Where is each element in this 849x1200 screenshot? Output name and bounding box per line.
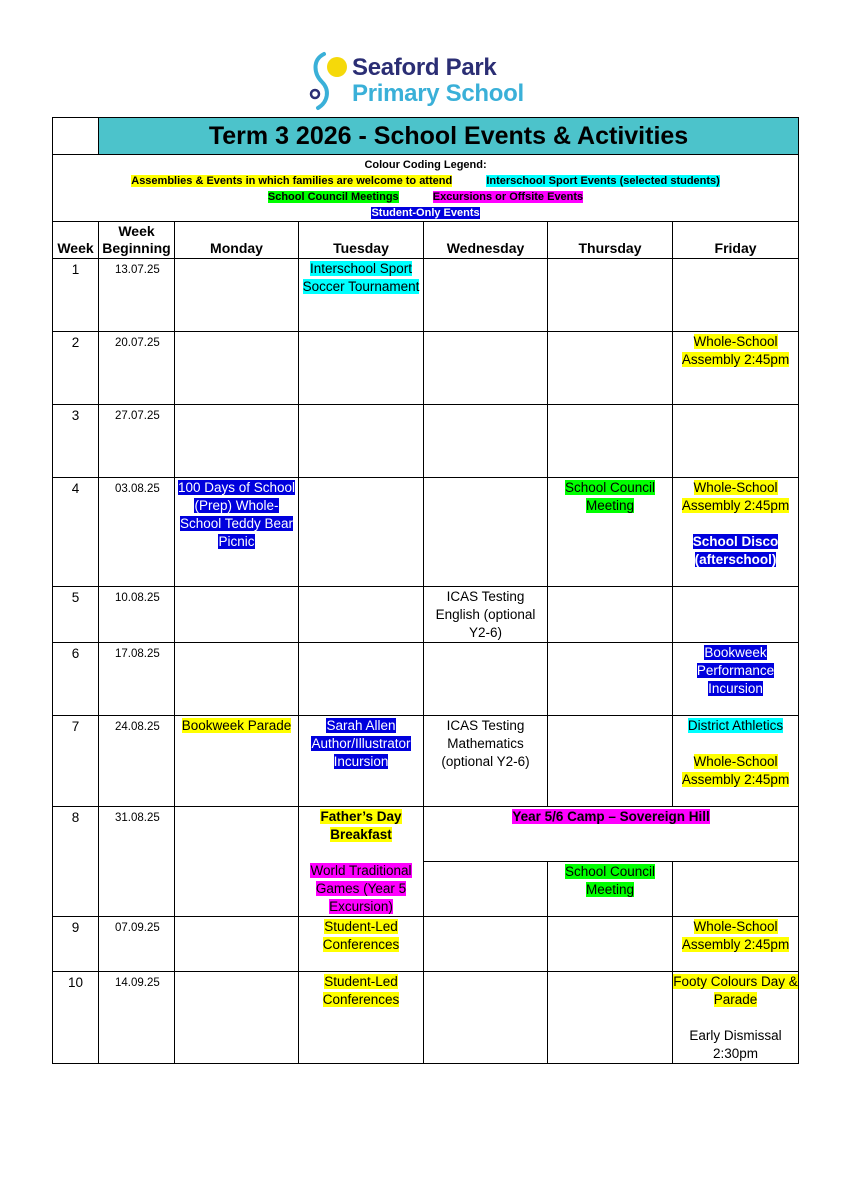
event-school-council: School Council Meeting [564,864,656,897]
table-row [53,405,799,478]
event-year-5-6-camp: Year 5/6 Camp – Sovereign Hill [512,809,710,824]
header-friday: Friday [673,222,799,259]
title-spacer [53,118,99,155]
week-number: 8 [53,807,99,917]
event-sarah-allen: Sarah Allen Author/Illustrator Incursion [311,718,411,769]
school-logo [306,50,546,114]
week-number: 5 [53,587,99,643]
table-row [53,478,799,587]
event-school-council: School Council Meeting [564,480,656,513]
legend-sport: Interschool Sport Events (selected students) [486,175,720,187]
week-date: 14.09.25 [99,972,175,1064]
week-number: 6 [53,643,99,716]
events-table [52,117,799,1064]
table-row [53,972,799,1064]
header-week: Week [53,222,99,259]
event-early-dismissal: Early Dismissal 2:30pm [689,1028,782,1061]
legend-student-only: Student-Only Events [371,207,480,219]
event-assembly: Whole-School Assembly 2:45pm [681,754,790,787]
header-thursday: Thursday [548,222,673,259]
event-school-disco: School Disco (afterschool) [692,534,779,567]
legend-excursions: Excursions or Offsite Events [432,191,584,203]
week-date: 10.08.25 [99,587,175,643]
header-week-beginning: Week Beginning [99,222,175,259]
week-number: 10 [53,972,99,1064]
header-monday: Monday [175,222,299,259]
week-date: 20.07.25 [99,332,175,405]
event-bookweek-parade: Bookweek Parade [181,718,292,733]
event-assembly: Whole-School Assembly 2:45pm [681,480,790,513]
table-row [53,332,799,405]
event-fathers-day: Father’s Day Breakfast [320,809,402,842]
week-number: 4 [53,478,99,587]
colour-legend [53,155,799,222]
week-number: 7 [53,716,99,807]
legend-heading: Colour Coding Legend: [364,159,487,171]
event-100-days: 100 Days of School (Prep) Whole-School Teddy Bear Picnic [177,480,296,549]
week-date: 24.08.25 [99,716,175,807]
event-student-led-conferences: Student-Led Conferences [322,974,400,1007]
event-icas-maths: ICAS Testing Mathematics (optional Y2-6) [441,718,530,769]
week-number: 2 [53,332,99,405]
week-date: 27.07.25 [99,405,175,478]
week-number: 1 [53,259,99,332]
week-date: 07.09.25 [99,917,175,972]
week-date: 03.08.25 [99,478,175,587]
event-interschool-soccer: Interschool Sport Soccer Tournament [302,261,420,294]
event-bookweek-performance: Bookweek Performance Incursion [696,645,775,696]
event-footy-colours-day: Footy Colours Day & Parade [673,974,798,1007]
week-date: 31.08.25 [99,807,175,917]
header-wednesday: Wednesday [424,222,548,259]
logo-line-2: Primary School [352,80,524,107]
legend-families: Assemblies & Events in which families are welcome to attend [131,175,453,187]
page-title: Term 3 2026 - School Events & Activities [99,118,799,155]
event-assembly: Whole-School Assembly 2:45pm [681,334,790,367]
header-tuesday: Tuesday [299,222,424,259]
table-row [53,917,799,972]
logo-mark-icon [306,50,350,114]
table-row [53,587,799,643]
table-row [53,259,799,332]
logo-line-1: Seaford Park [352,54,497,81]
table-row [53,716,799,807]
table-row [53,643,799,716]
week-date: 13.07.25 [99,259,175,332]
week-number: 9 [53,917,99,972]
week-number: 3 [53,405,99,478]
week-date: 17.08.25 [99,643,175,716]
event-district-athletics: District Athletics [687,718,784,733]
event-icas-english: ICAS Testing English (optional Y2-6) [435,589,536,640]
event-world-games: World Traditional Games (Year 5 Excursion) [310,863,412,914]
event-student-led-conferences: Student-Led Conferences [322,919,400,952]
event-assembly: Whole-School Assembly 2:45pm [681,919,790,952]
table-row [53,807,799,862]
legend-council: School Council Meetings [267,191,399,203]
